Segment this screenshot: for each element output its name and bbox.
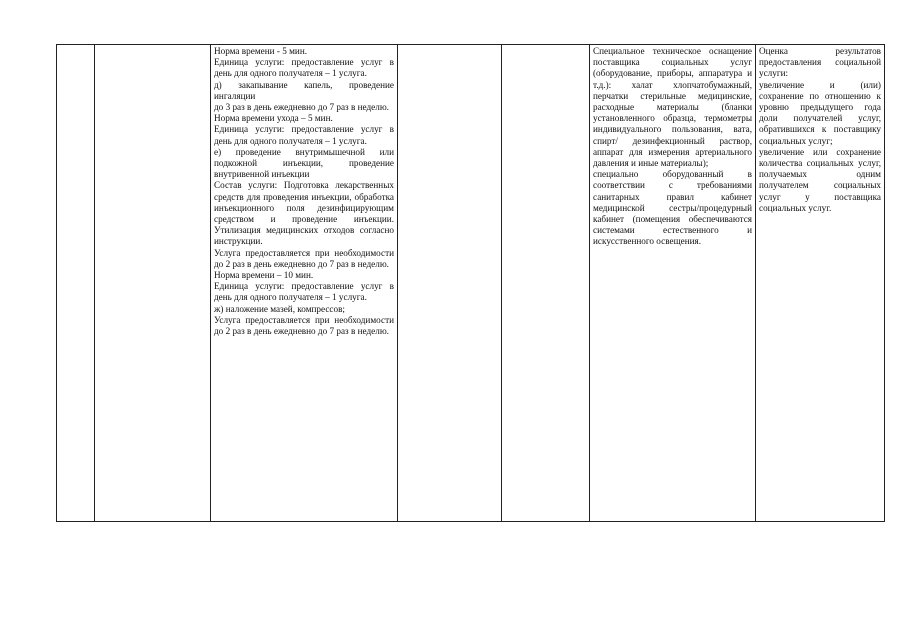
cell-service-name [95, 45, 211, 522]
service-description-text [214, 46, 394, 337]
description-line: Норма времени – 10 мин. [214, 270, 314, 281]
description-line: Единица услуги: предоставление услуг в день для одного получателя – 1 услуга. [214, 57, 394, 79]
quality-line: увеличение или сохранение количества социальных услуг, получаемых одним получателем социальных услуг у поставщика социальных услуг. [759, 146, 881, 213]
quality-indicators-text [759, 46, 881, 214]
quality-line: Оценка результатов предоставления социальной услуги: [759, 46, 881, 79]
description-line: ж) наложение мазей, компрессов; [214, 303, 345, 314]
cell-service-description [211, 45, 398, 522]
cell-conditions [590, 45, 756, 522]
conditions-line: Специальное техническое оснащение поставщика социальных услуг (оборудование, приборы, аппаратура и т.д.): халат хлопчатобумажный, перчатки стерильные медицинские, расходные материалы (бланки установленного образца, термометры индивидуального пользования, вата, спирт/ дезинфекционный раствор, аппарат для измерения артериального давления и иные материалы); [593, 46, 752, 169]
cell-tariff [502, 45, 590, 522]
description-line: д) закапывание капель, проведение ингаляции [214, 79, 394, 101]
description-line: Норма времени ухода – 5 мин. [214, 113, 333, 124]
description-line: Норма времени - 5 мин. [214, 46, 308, 56]
description-line: Единица услуги: предоставление услуг в день для одного получателя – 1 услуга. [214, 124, 394, 146]
description-line: Состав услуги: Подготовка лекарственных средств для проведения инъекции, обработка инъекционного поля дезинфицирующим средством и проведение инъекции. Утилизация медицинских отходов согласно инструкции. [214, 180, 394, 247]
table-row [57, 45, 885, 522]
description-line: е) проведение внутримышечной или подкожной инъекции, проведение внутривенной инъекции [214, 146, 394, 180]
conditions-text [593, 46, 752, 248]
cell-quality-indicators [756, 45, 885, 522]
service-standard-table [56, 44, 885, 522]
description-line: Единица услуги: предоставление услуг в день для одного получателя – 1 услуга. [214, 281, 394, 303]
description-line: до 3 раз в день ежедневно до 7 раз в неделю. [214, 102, 389, 113]
cell-term [398, 45, 502, 522]
description-line: Услуга предоставляется при необходимости до 2 раз в день ежедневно до 7 раз в неделю. [214, 314, 394, 337]
quality-line: увеличение и (или) сохранение по отношению к уровню предыдущего года доли получателей услуг, обратившихся к поставщику социальных услуг; [759, 79, 881, 146]
description-line: Услуга предоставляется при необходимости до 2 раз в день ежедневно до 7 раз в неделю. [214, 247, 394, 269]
conditions-line: специально оборудованный в соответствии с требованиями санитарных правил кабинет медицинской сестры/процедурный кабинет (помещения обеспечиваются системами естественного и искусственного освещения. [593, 169, 752, 247]
cell-number [57, 45, 95, 522]
